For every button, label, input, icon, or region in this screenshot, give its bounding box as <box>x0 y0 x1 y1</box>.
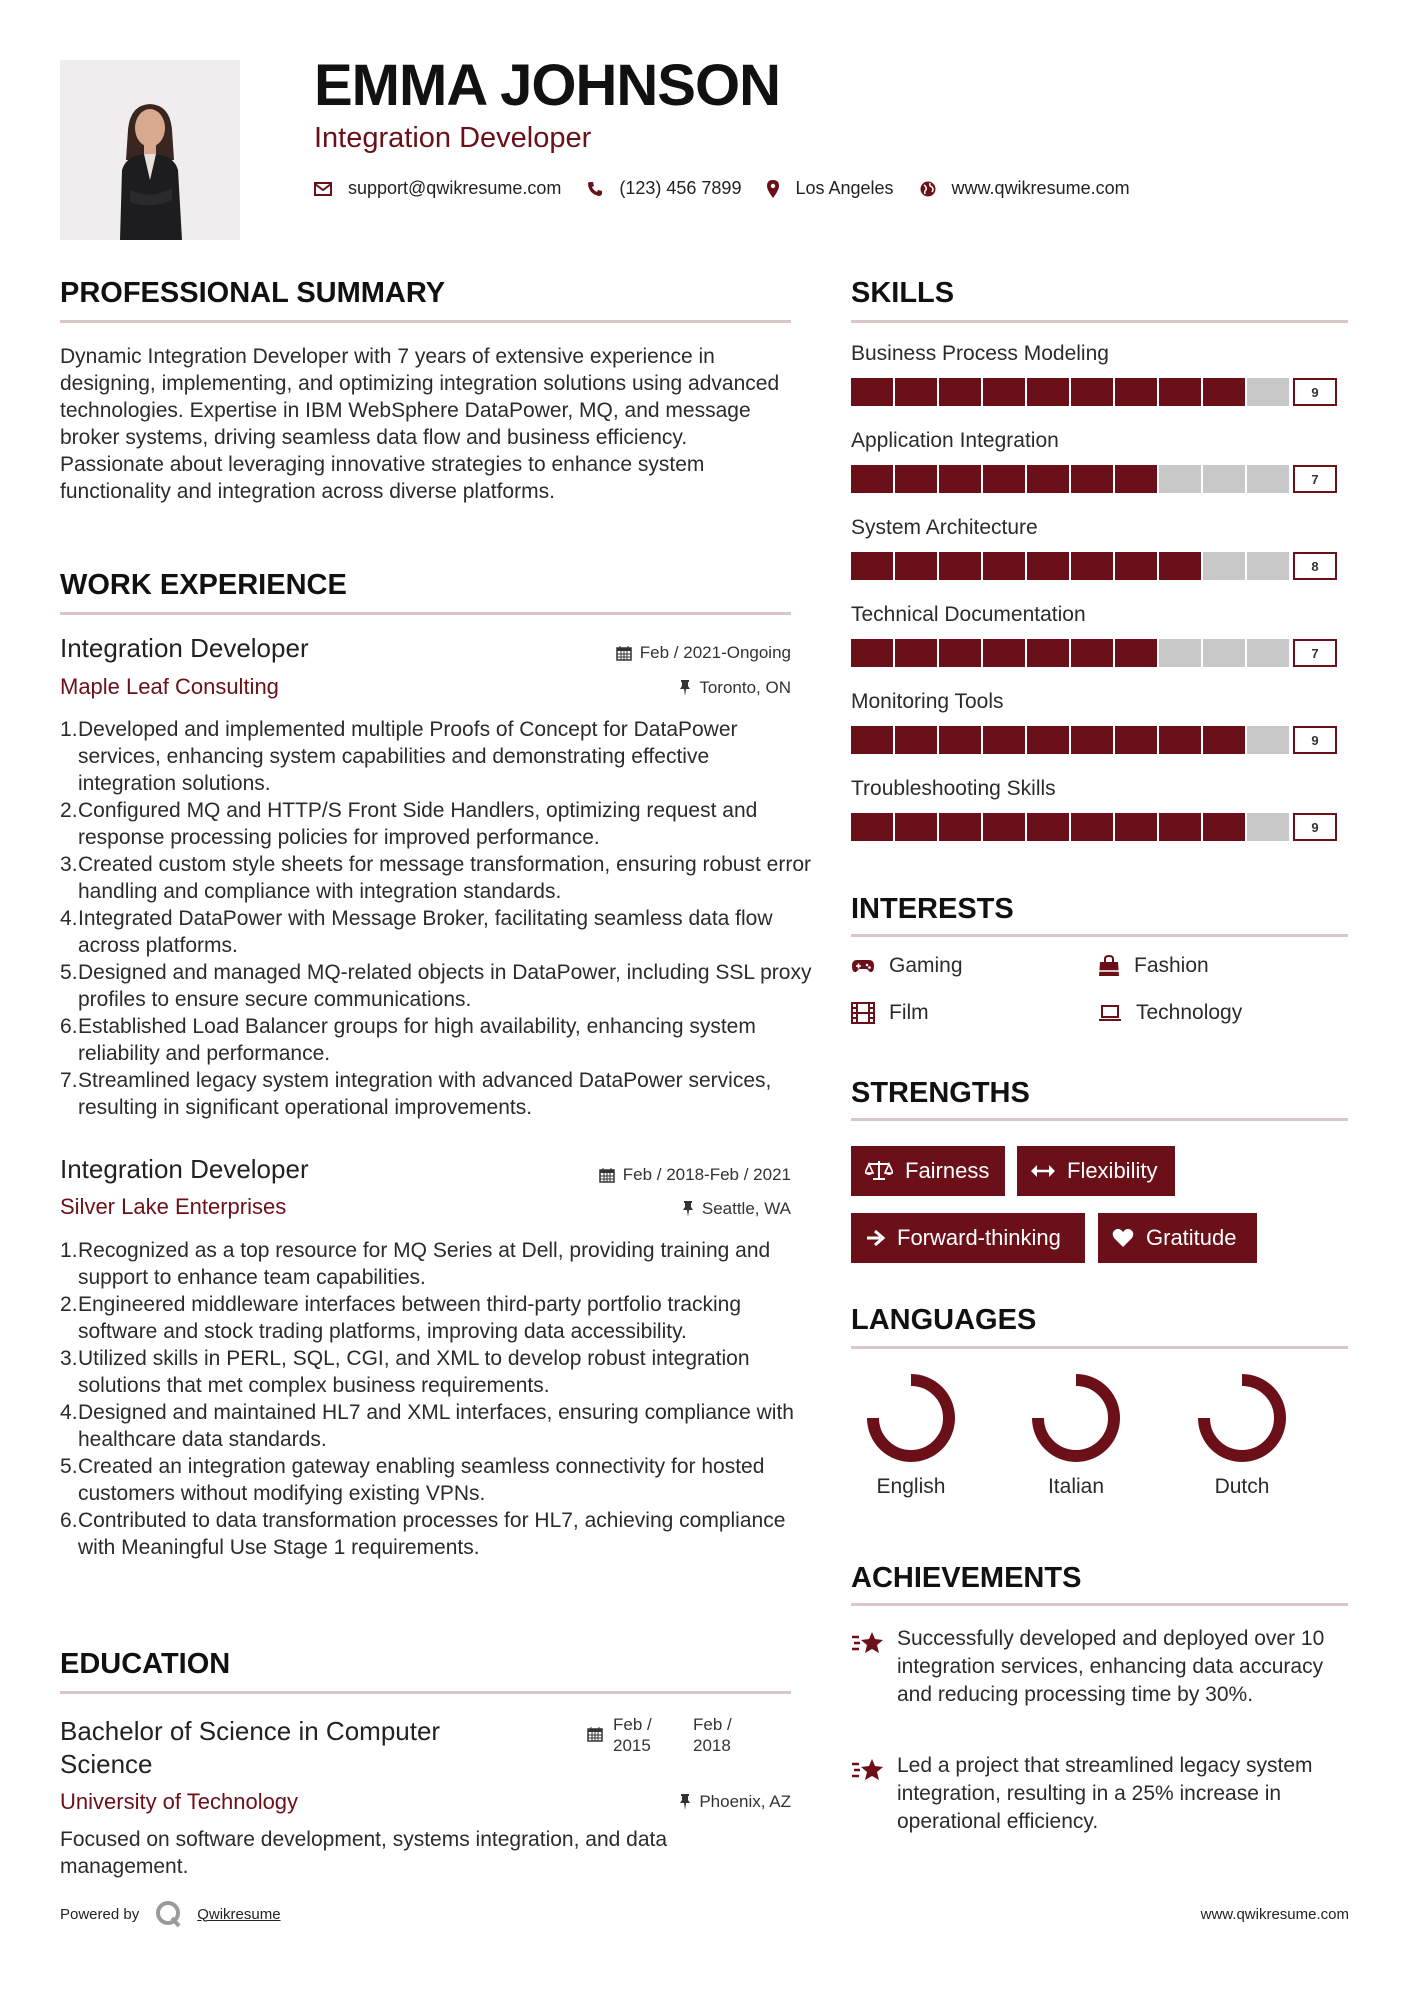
education-description: Focused on software development, systems integration, and data management. <box>60 1828 668 1878</box>
skill-label: Application Integration <box>851 429 1059 452</box>
skill-bar-filled-segment <box>983 813 1027 841</box>
skill-bar-filled-segment <box>851 639 895 667</box>
language-ring-arc <box>1038 1380 1114 1456</box>
skill-bar-filled-segment <box>895 639 939 667</box>
skill-item <box>851 603 1348 690</box>
skill-bar-filled-segment <box>895 813 939 841</box>
skill-bar-filled-segment <box>895 726 939 754</box>
achievement-item: Successfully developed and deployed over 10 integration services, enhancing data accuracy and reducing processing time by 30%. <box>851 1625 1351 1709</box>
job-2-bullets <box>60 1237 813 1561</box>
skill-bar <box>851 552 1348 580</box>
list-item: Developed and implemented multiple Proofs of Concept for DataPower services, enhancing system capabilities and demonstrating effective integration solutions. <box>78 718 738 795</box>
skill-bar-empty-segment <box>1247 552 1291 580</box>
job-1-company: Maple Leaf Consulting <box>60 674 279 699</box>
skill-label: System Architecture <box>851 516 1038 539</box>
strengths-divider <box>851 1118 1348 1121</box>
skill-bar-filled-segment <box>1159 726 1203 754</box>
skill-bar-empty-segment <box>1247 378 1291 406</box>
language-ring <box>1016 1370 1136 1470</box>
achievements-divider <box>851 1603 1348 1606</box>
education-start: Feb / 2015 <box>613 1715 652 1755</box>
skill-bar-filled-segment <box>1071 465 1115 493</box>
candidate-title: Integration Developer <box>314 122 592 154</box>
skill-bar-filled-segment <box>895 552 939 580</box>
job-2-location: Seattle, WA <box>682 1199 791 1219</box>
skill-bar <box>851 813 1348 841</box>
skill-score: 9 <box>1293 378 1337 406</box>
skill-bar-empty-segment <box>1159 465 1203 493</box>
globe-icon <box>920 181 936 197</box>
skill-bar-filled-segment <box>939 639 983 667</box>
skill-bar <box>851 465 1348 493</box>
calendar-icon <box>587 1726 603 1742</box>
skill-score: 9 <box>1293 813 1337 841</box>
achievement-item: Led a project that streamlined legacy system integration, resulting in a 25% increase in operational efficiency. <box>851 1752 1351 1836</box>
skill-bar-filled-segment <box>1159 378 1203 406</box>
skill-bar-filled-segment <box>1071 726 1115 754</box>
language-dutch <box>1182 1370 1302 1499</box>
shooting-star-icon <box>851 1754 885 1784</box>
skill-label: Troubleshooting Skills <box>851 777 1056 800</box>
education-location: Phoenix, AZ <box>679 1792 791 1812</box>
arrows-horizontal-icon <box>1031 1164 1055 1178</box>
summary-heading: PROFESSIONAL SUMMARY <box>60 277 446 309</box>
profile-photo <box>60 60 240 240</box>
skill-bar-filled-segment <box>1071 378 1115 406</box>
skill-bar-filled-segment <box>1027 378 1071 406</box>
list-item: Designed and managed MQ-related objects in DataPower, including SSL proxy profiles to ensure secure communications. <box>78 961 812 1011</box>
contact-website[interactable]: www.qwikresume.com <box>951 178 1130 198</box>
contact-location: Los Angeles <box>795 178 894 198</box>
strength-tag: Gratitude <box>1098 1213 1257 1263</box>
skill-bar-filled-segment <box>983 465 1027 493</box>
skill-bar-filled-segment <box>1115 378 1159 406</box>
skill-item <box>851 777 1348 864</box>
map-marker-icon <box>767 180 779 198</box>
contact-bar <box>314 178 1156 199</box>
skill-label: Technical Documentation <box>851 603 1086 626</box>
skills-list <box>851 342 1348 864</box>
skill-bar-empty-segment <box>1203 639 1247 667</box>
language-ring <box>1182 1370 1302 1470</box>
skill-item <box>851 516 1348 603</box>
skill-bar-filled-segment <box>983 639 1027 667</box>
education-dates <box>587 1714 753 1756</box>
interests-divider <box>851 934 1348 937</box>
interest-technology: Technology <box>1098 1001 1242 1025</box>
skill-bar-empty-segment <box>1159 639 1203 667</box>
skill-bar-filled-segment <box>851 813 895 841</box>
language-ring <box>851 1370 971 1470</box>
list-item: Utilized skills in PERL, SQL, CGI, and XML to develop robust integration solutions that met complex business requirements. <box>78 1347 750 1397</box>
job-1-bullets <box>60 716 813 1121</box>
language-label: Dutch <box>1214 1475 1270 1498</box>
skill-bar-filled-segment <box>939 726 983 754</box>
language-label: English <box>876 1475 946 1498</box>
education-end: Feb / 2018 <box>693 1715 732 1755</box>
phone-icon <box>587 181 603 197</box>
skill-bar-filled-segment <box>1071 639 1115 667</box>
film-icon <box>851 1002 875 1024</box>
footer-brand-link[interactable]: Qwikresume <box>197 1905 281 1923</box>
skill-item <box>851 690 1348 777</box>
education-divider <box>60 1691 791 1694</box>
skill-bar-filled-segment <box>1027 726 1071 754</box>
skill-score: 7 <box>1293 465 1337 493</box>
skill-bar-filled-segment <box>1115 552 1159 580</box>
job-1-location: Toronto, ON <box>679 678 791 698</box>
skill-bar-empty-segment <box>1247 465 1291 493</box>
calendar-icon <box>599 1167 615 1183</box>
job-2-company: Silver Lake Enterprises <box>60 1194 287 1219</box>
shooting-star-icon <box>851 1627 885 1657</box>
skill-bar-filled-segment <box>1203 378 1247 406</box>
skill-bar-filled-segment <box>1027 639 1071 667</box>
skill-label: Monitoring Tools <box>851 690 1004 713</box>
language-english <box>851 1370 971 1499</box>
shopping-bag-icon <box>1098 955 1120 977</box>
skill-bar-filled-segment <box>983 378 1027 406</box>
list-item: Created custom style sheets for message transformation, ensuring robust error handling and compliance with integration standards. <box>78 853 811 903</box>
skill-bar-empty-segment <box>1203 465 1247 493</box>
calendar-icon <box>616 645 632 661</box>
footer-website[interactable]: www.qwikresume.com <box>1200 1906 1349 1923</box>
skill-item <box>851 342 1348 429</box>
laptop-icon <box>1098 1004 1122 1022</box>
skill-bar-filled-segment <box>1115 639 1159 667</box>
skill-bar-filled-segment <box>939 813 983 841</box>
skills-divider <box>851 320 1348 323</box>
experience-divider <box>60 612 791 615</box>
list-item: Recognized as a top resource for MQ Series at Dell, providing training and support to enhance team capabilities. <box>78 1239 771 1289</box>
skill-score: 9 <box>1293 726 1337 754</box>
language-ring-arc <box>873 1380 949 1456</box>
skill-item <box>851 429 1348 516</box>
list-item: Configured MQ and HTTP/S Front Side Handlers, optimizing request and response processing policies for improved performance. <box>78 799 758 849</box>
interest-gaming: Gaming <box>851 954 963 978</box>
list-item: Integrated DataPower with Message Broker, facilitating seamless data flow across platforms. <box>78 907 773 957</box>
pushpin-icon <box>679 680 691 696</box>
skill-bar <box>851 726 1348 754</box>
strength-tag: Forward-thinking <box>851 1213 1085 1263</box>
skill-bar-filled-segment <box>1203 813 1247 841</box>
summary-text: Dynamic Integration Developer with 7 years of extensive experience in designing, implementing, and optimizing integration solutions using advanced technologies. Expertise in IBM WebSphere DataPower, MQ, and message broker systems, driving seamless data flow and business efficiency. Passionate about leveraging innovative strategies to enhance system functionality and integration across diverse platforms. <box>60 345 780 503</box>
contact-email[interactable]: support@qwikresume.com <box>348 178 562 198</box>
language-ring-arc <box>1204 1380 1280 1456</box>
interest-fashion: Fashion <box>1098 954 1209 978</box>
list-item: Contributed to data transformation processes for HL7, achieving compliance with Meaningful Use Stage 1 requirements. <box>78 1509 786 1559</box>
skill-bar-filled-segment <box>851 552 895 580</box>
heart-icon <box>1112 1228 1134 1248</box>
experience-heading: WORK EXPERIENCE <box>60 569 347 601</box>
interests-heading: INTERESTS <box>851 893 1014 925</box>
job-1-role: Integration Developer <box>60 633 309 663</box>
skill-bar-filled-segment <box>939 378 983 406</box>
language-italian <box>1016 1370 1136 1499</box>
skill-bar-empty-segment <box>1247 639 1291 667</box>
arrow-right-icon <box>865 1228 885 1248</box>
list-item: Designed and maintained HL7 and XML interfaces, ensuring compliance with healthcare data standards. <box>78 1401 794 1451</box>
skill-bar-empty-segment <box>1247 813 1291 841</box>
skill-bar-filled-segment <box>1027 552 1071 580</box>
language-label: Italian <box>1047 1475 1105 1498</box>
candidate-name: EMMA JOHNSON <box>314 53 780 118</box>
list-item: Created an integration gateway enabling seamless connectivity for hosted customers without modifying existing VPNs. <box>78 1455 765 1505</box>
education-degree: Bachelor of Science in Computer Science <box>60 1716 441 1779</box>
summary-divider <box>60 320 791 323</box>
skill-bar-filled-segment <box>983 552 1027 580</box>
skill-label: Business Process Modeling <box>851 342 1109 365</box>
education-school: University of Technology <box>60 1789 299 1814</box>
skill-bar-filled-segment <box>939 552 983 580</box>
skill-bar-empty-segment <box>1247 726 1291 754</box>
skill-bar-filled-segment <box>1159 813 1203 841</box>
achievements-heading: ACHIEVEMENTS <box>851 1562 1082 1594</box>
qwikresume-logo-icon <box>155 1900 183 1928</box>
gamepad-icon <box>851 958 875 974</box>
skill-bar-filled-segment <box>939 465 983 493</box>
skill-bar-filled-segment <box>1159 552 1203 580</box>
skill-bar-filled-segment <box>1203 726 1247 754</box>
skill-bar-filled-segment <box>851 378 895 406</box>
skill-bar <box>851 639 1348 667</box>
skill-bar-filled-segment <box>851 726 895 754</box>
balance-scale-icon <box>865 1160 893 1182</box>
envelope-icon <box>314 182 332 196</box>
skill-score: 7 <box>1293 639 1337 667</box>
job-2-role: Integration Developer <box>60 1154 309 1184</box>
strengths-heading: STRENGTHS <box>851 1077 1030 1109</box>
list-item: Engineered middleware interfaces between third-party portfolio tracking software and stock trading platforms, improving data accessibility. <box>78 1293 742 1343</box>
skill-bar-filled-segment <box>895 465 939 493</box>
skill-bar-filled-segment <box>1115 465 1159 493</box>
skills-heading: SKILLS <box>851 277 955 309</box>
pushpin-icon <box>679 1794 691 1810</box>
pushpin-icon <box>682 1201 694 1217</box>
list-item: Established Load Balancer groups for high availability, enhancing system reliability and performance. <box>78 1015 756 1065</box>
strength-tag: Flexibility <box>1017 1146 1175 1196</box>
contact-phone[interactable]: (123) 456 7899 <box>619 178 742 198</box>
skill-bar-filled-segment <box>1115 813 1159 841</box>
skill-bar-filled-segment <box>895 378 939 406</box>
skill-bar-filled-segment <box>1115 726 1159 754</box>
strength-tag: Fairness <box>851 1146 1005 1196</box>
skill-score: 8 <box>1293 552 1337 580</box>
job-2-dates: Feb / 2018-Feb / 2021 <box>599 1165 791 1185</box>
job-1-dates: Feb / 2021-Ongoing <box>616 643 791 663</box>
skill-bar-filled-segment <box>851 465 895 493</box>
languages-divider <box>851 1346 1348 1349</box>
education-heading: EDUCATION <box>60 1648 231 1680</box>
skill-bar-filled-segment <box>1027 813 1071 841</box>
skill-bar-filled-segment <box>1071 813 1115 841</box>
skill-bar-filled-segment <box>1071 552 1115 580</box>
skill-bar <box>851 378 1348 406</box>
languages-heading: LANGUAGES <box>851 1304 1037 1336</box>
skill-bar-empty-segment <box>1203 552 1247 580</box>
interest-film: Film <box>851 1001 929 1025</box>
list-item: Streamlined legacy system integration with advanced DataPower services, resulting in significant operational improvements. <box>78 1069 772 1119</box>
skill-bar-filled-segment <box>983 726 1027 754</box>
footer-powered: Powered by Qwikresume <box>60 1900 281 1928</box>
skill-bar-filled-segment <box>1027 465 1071 493</box>
